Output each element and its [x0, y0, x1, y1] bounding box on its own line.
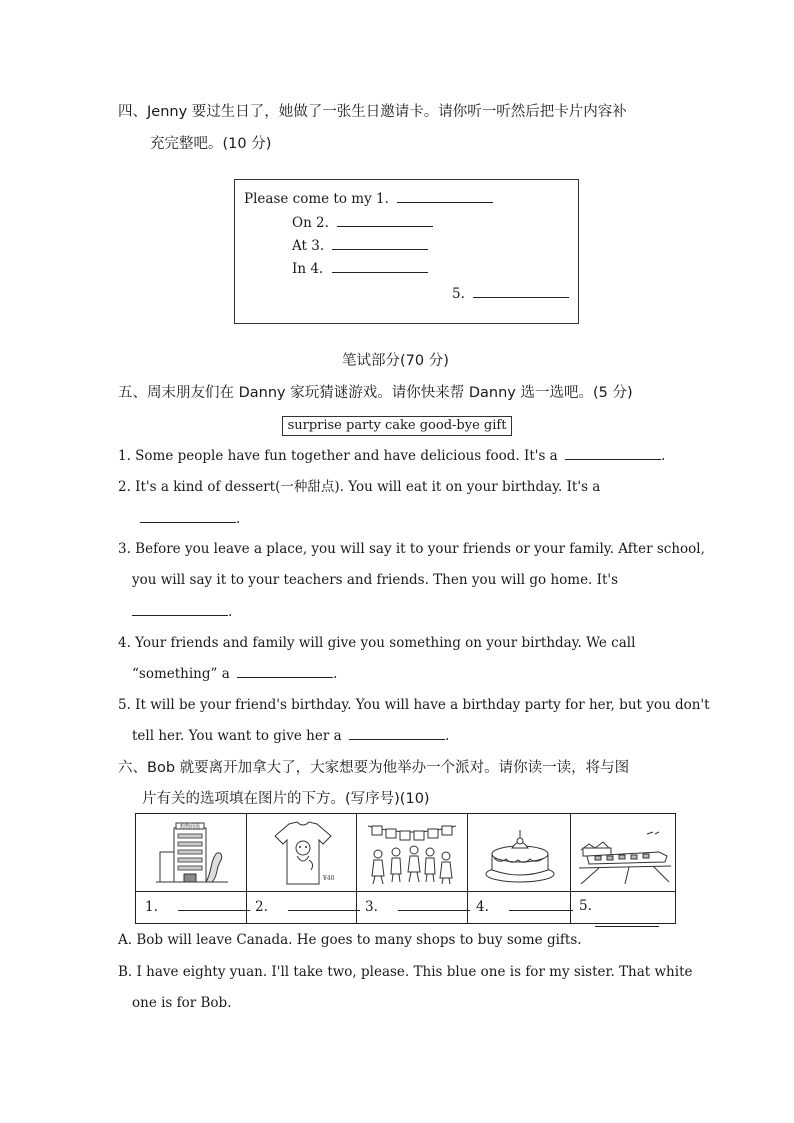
answer-blank-2[interactable] — [288, 898, 360, 911]
card-row-2 — [292, 214, 433, 232]
question-5-text: tell her. You want to give her a — [132, 728, 342, 744]
question-4-line1: 4. Your friends and family will give you something on your birthday. We call — [118, 635, 636, 651]
answer-blank-5[interactable] — [595, 914, 659, 927]
train-icon — [579, 828, 671, 884]
question-3-blank[interactable] — [132, 603, 228, 616]
answer-label-1 — [145, 898, 250, 915]
card-blank-3[interactable] — [332, 237, 428, 250]
question-1-period: . — [661, 448, 666, 464]
answer-blank-3[interactable] — [398, 898, 470, 911]
answer-label-4 — [476, 898, 573, 915]
birthday-cake-icon — [478, 824, 562, 886]
question-1-blank[interactable] — [565, 447, 661, 460]
mall-sign-text: 购物商场 — [179, 824, 201, 830]
section4-instruction-line2: 充完整吧。(10 分) — [150, 136, 272, 152]
answer-label-5-text: 5. — [579, 898, 592, 914]
question-3-line2: you will say it to your teachers and friends. Then you will go home. It's — [132, 572, 619, 588]
section5-instruction: 五、周末朋友们在 Danny 家玩猜谜游戏。请你快来帮 Danny 选一选吧。(5 分) — [118, 385, 633, 401]
answer-label-1-text: 1. — [145, 899, 158, 915]
question-2-blank[interactable] — [140, 510, 236, 523]
question-4-period: . — [333, 666, 338, 682]
answer-label-2-text: 2. — [255, 899, 268, 915]
option-a: A. Bob will leave Canada. He goes to many shops to buy some gifts. — [118, 932, 582, 948]
card-row-2-text: On 2. — [292, 215, 329, 231]
answer-blank-4[interactable] — [509, 898, 573, 911]
question-1-text: 1. Some people have fun together and have delicious food. It's a — [118, 448, 558, 464]
question-2-line1: 2. It's a kind of dessert(一种甜点). You will eat it on your birthday. It's a — [118, 479, 601, 495]
question-1 — [118, 447, 665, 465]
card-blank-1[interactable] — [397, 190, 493, 203]
question-2-line2 — [140, 510, 240, 528]
answer-label-2 — [255, 898, 360, 915]
invitation-card — [234, 179, 579, 324]
card-row-4-text: In 4. — [292, 261, 324, 277]
answer-label-3-text: 3. — [365, 899, 378, 915]
question-4-blank[interactable] — [237, 665, 333, 678]
question-5-period: . — [444, 728, 450, 744]
card-row-3-text: At 3. — [292, 238, 325, 254]
picture-table — [135, 813, 676, 924]
question-4-line2 — [132, 665, 337, 683]
card-blank-5[interactable] — [473, 285, 569, 298]
tshirt-price-tag: ¥40 — [323, 875, 335, 882]
card-blank-2[interactable] — [337, 214, 433, 227]
question-5-line1: 5. It will be your friend's birthday. You will have a birthday party for her, but you don't — [118, 697, 710, 713]
answer-label-3 — [365, 898, 470, 915]
question-5-line2 — [132, 727, 449, 745]
question-4-text: “something” a — [132, 666, 230, 682]
table-divider — [136, 891, 675, 892]
question-5-blank[interactable] — [349, 727, 445, 740]
card-row-5 — [452, 285, 569, 303]
question-3-line1: 3. Before you leave a place, you will say it to your friends or your family. After school, — [118, 541, 705, 557]
t-shirt-icon — [271, 820, 335, 888]
section4-instruction-line1: 四、Jenny 要过生日了，她做了一张生日邀请卡。请你听一听然后把卡片内容补 — [118, 104, 627, 120]
question-3-period: . — [228, 604, 233, 620]
card-row-3 — [292, 237, 428, 255]
answer-label-5 — [579, 898, 675, 931]
card-row-5-text: 5. — [452, 286, 465, 302]
question-3-line3 — [132, 603, 232, 621]
answer-blank-1[interactable] — [178, 898, 250, 911]
card-blank-4[interactable] — [332, 260, 428, 273]
card-row-1 — [244, 190, 493, 208]
card-row-4 — [292, 260, 428, 278]
word-bank-box: surprise party cake good-bye gift — [282, 416, 512, 436]
mall-building-icon — [154, 822, 230, 886]
party-people-icon — [364, 820, 460, 888]
option-b-line1: B. I have eighty yuan. I'll take two, please. This blue one is for my sister. That white — [118, 964, 693, 980]
question-2-period: . — [236, 511, 241, 527]
section6-instruction-line1: 六、Bob 就要离开加拿大了，大家想要为他举办一个派对。请你读一读，将与图 — [118, 760, 630, 776]
written-part-heading: 笔试部分(70 分) — [342, 353, 449, 369]
card-row-1-text: Please come to my 1. — [244, 191, 389, 207]
option-b-line2: one is for Bob. — [132, 995, 232, 1011]
section6-instruction-line2: 片有关的选项填在图片的下方。(写序号)(10) — [142, 791, 430, 807]
answer-label-4-text: 4. — [476, 899, 489, 915]
